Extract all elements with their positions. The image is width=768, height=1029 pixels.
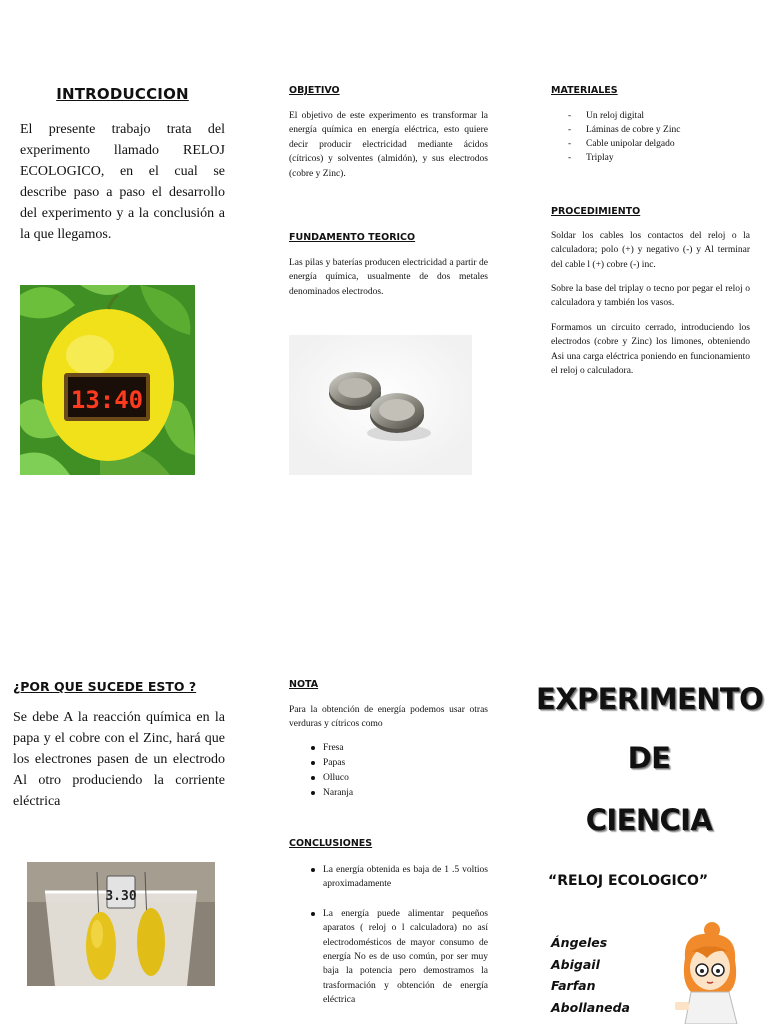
- author-names: [551, 932, 630, 1018]
- author-name: Abollaneda: [551, 999, 630, 1015]
- intro-title: INTRODUCCION: [56, 85, 189, 103]
- list-item: Naranja: [289, 786, 488, 801]
- batteries-image: [289, 335, 472, 475]
- nota-list: [289, 741, 488, 801]
- procedimiento-paragraph: Sobre la base del triplay o tecno por pegar el reloj o calculadora y también los vasos.: [551, 284, 750, 309]
- fundamento-title: FUNDAMENTO TEORICO: [289, 232, 416, 243]
- cover-title-line1: EXPERIMENTO: [536, 682, 764, 716]
- conclusiones-list: [289, 863, 488, 1023]
- objetivo-text: El objetivo de este experimento es transformar la energía química en energía eléctrica, esto quiere decir producir electricidad mediante ácidos (cítricos) y solventes (almidón), y sus electrodos (cobre y Zinc).: [289, 111, 488, 179]
- list-item: - Láminas de cobre y Zinc: [551, 123, 750, 137]
- cartoon-scientist-illustration: [655, 918, 755, 1024]
- objetivo-title: OBJETIVO: [289, 85, 340, 96]
- list-item: - Cable unipolar delgado: [551, 137, 750, 151]
- lemon-clock-image: [20, 285, 195, 475]
- cover-title-line2: DE: [627, 741, 671, 775]
- list-item: La energía puede alimentar pequeños aparatos ( reloj o l calculadora) no así electrodomésticos de mayor consumo de energía No es de uso común, por ser muy baja la potencia pero demostramos la trasformación y obtención de energía eléctrica: [289, 907, 488, 1008]
- author-name: Ángeles: [551, 935, 608, 950]
- intro-text: El presente trabajo trata del experimento llamado RELOJ ECOLOGICO, en el cual se describe paso a paso el desarrollo del experimento y a la conclusión a la que llegamos.: [20, 122, 225, 242]
- materiales-list: [551, 109, 750, 165]
- author-name: Farfan: [551, 978, 596, 993]
- scientist-girl-image: [655, 918, 755, 1024]
- list-item: Papas: [289, 756, 488, 771]
- materiales-title: MATERIALES: [551, 85, 618, 96]
- clock-display: 13:40: [70, 386, 144, 414]
- porque-title: ¿POR QUE SUCEDE ESTO ?: [13, 679, 197, 694]
- coin-batteries-illustration: [289, 335, 472, 475]
- cover-subtitle: “RELOJ ECOLOGICO”: [548, 873, 709, 889]
- experiment-display: 3.30: [105, 889, 137, 904]
- list-item: - Triplay: [551, 151, 750, 165]
- nota-title: NOTA: [289, 679, 319, 690]
- author-name: Abigail: [551, 956, 600, 972]
- list-item: - Un reloj digital: [551, 109, 750, 123]
- conclusiones-title: CONCLUSIONES: [289, 838, 373, 849]
- cover-title-line3: CIENCIA: [585, 803, 713, 837]
- procedimiento-title: PROCEDIMIENTO: [551, 206, 641, 217]
- fundamento-text: Las pilas y baterías producen electricidad a partir de energía química, usualmente de dos metales denominados electrodos.: [289, 258, 488, 297]
- list-item: Fresa: [289, 741, 488, 756]
- procedimiento-paragraph: Soldar los cables los contactos del reloj o la calculadora; polo (+) y negativo (-) y Al terminar del cable l (+) cobre (-) inc.: [551, 231, 750, 270]
- porque-text: Se debe A la reacción química en la papa y el cobre con el Zinc, hará que los electrones pasen de un electrodo Al otro produciendo la corriente eléctrica: [13, 710, 225, 809]
- lemon-clock-illustration: [20, 285, 195, 475]
- potato-experiment-image: [27, 862, 215, 986]
- potato-experiment-illustration: [27, 862, 215, 986]
- procedimiento-paragraph: Formamos un circuito cerrado, introduciendo los electrodos (cobre y Zinc) los limones, obteniendo Asi una carga eléctrica poniendo en funcionamiento el reloj o calculadora.: [551, 323, 750, 377]
- list-item: Olluco: [289, 771, 488, 786]
- nota-text: Para la obtención de energía podemos usar otras verduras y cítricos como: [289, 705, 488, 730]
- list-item: La energía obtenida es baja de 1 .5 voltios aproximadamente: [289, 863, 488, 892]
